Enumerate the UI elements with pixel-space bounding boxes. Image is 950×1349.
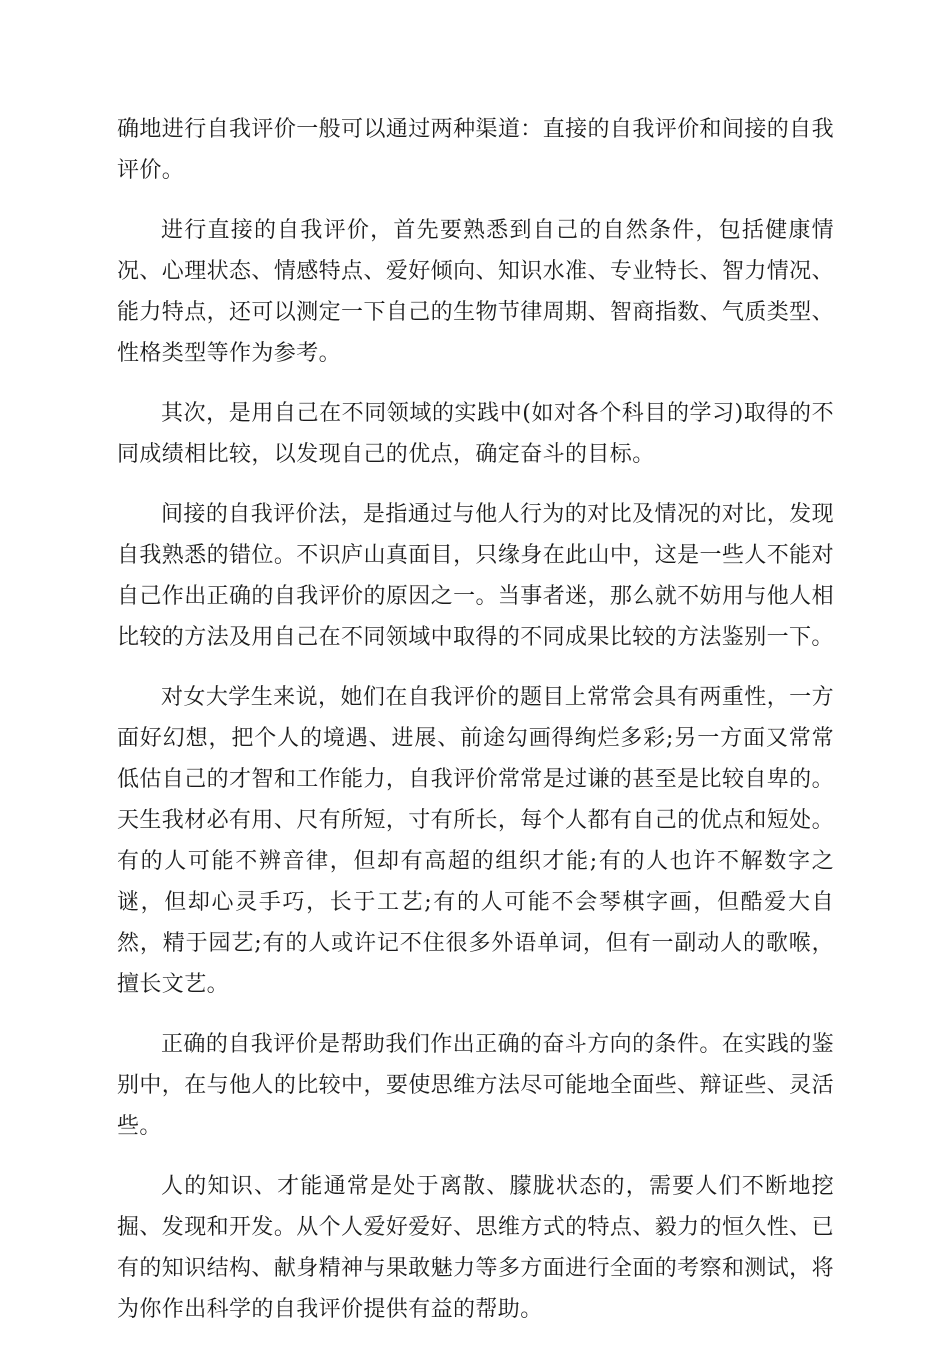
paragraph-1: 确地进行自我评价一般可以通过两种渠道：直接的自我评价和间接的自我评价。 bbox=[117, 117, 834, 183]
paragraph-5: 对女大学生来说，她们在自我评价的题目上常常会具有两重性，一方面好幻想，把个人的境遇、进展、前途勾画得绚烂多彩;另一方面又常常低估自己的才智和工作能力，自我评价常常是过谦的甚至是比较自卑的。天生我材必有用、尺有所短，寸有所长，每个人都有自己的优点和短处。有的人可能不辨音律，但却有高超的组织才能;有的人也许不解数字之谜，但却心灵手巧，长于工艺;有的人可能不会琴棋字画，但酷爱大自然，精于园艺;有的人或许记不住很多外语单词，但有一副动人的歌喉，擅长文艺。 bbox=[117, 685, 834, 997]
paragraph-3: 其次，是用自己在不同领域的实践中(如对各个科目的学习)取得的不同成绩相比较，以发现自己的优点，确定奋斗的目标。 bbox=[117, 401, 834, 467]
paragraph-2: 进行直接的自我评价，首先要熟悉到自己的自然条件，包括健康情况、心理状态、情感特点、爱好倾向、知识水准、专业特长、智力情况、能力特点，还可以测定一下自己的生物节律周期、智商指数、气质类型、性格类型等作为参考。 bbox=[117, 218, 834, 366]
document-body bbox=[117, 109, 834, 1349]
paragraph-4: 间接的自我评价法，是指通过与他人行为的对比及情况的对比，发现自我熟悉的错位。不识庐山真面目，只缘身在此山中，这是一些人不能对自己作出正确的自我评价的原因之一。当事者迷，那么就不妨用与他人相比较的方法及用自己在不同领域中取得的不同成果比较的方法鉴别一下。 bbox=[117, 502, 834, 650]
paragraph-7: 人的知识、才能通常是处于离散、朦胧状态的，需要人们不断地挖掘、发现和开发。从个人爱好爱好、思维方式的特点、毅力的恒久性、已有的知识结构、献身精神与果敢魅力等多方面进行全面的考察和测试，将为你作出科学的自我评价提供有益的帮助。 bbox=[117, 1174, 834, 1322]
paragraph-6: 正确的自我评价是帮助我们作出正确的奋斗方向的条件。在实践的鉴别中，在与他人的比较中，要使思维方法尽可能地全面些、辩证些、灵活些。 bbox=[117, 1032, 834, 1139]
